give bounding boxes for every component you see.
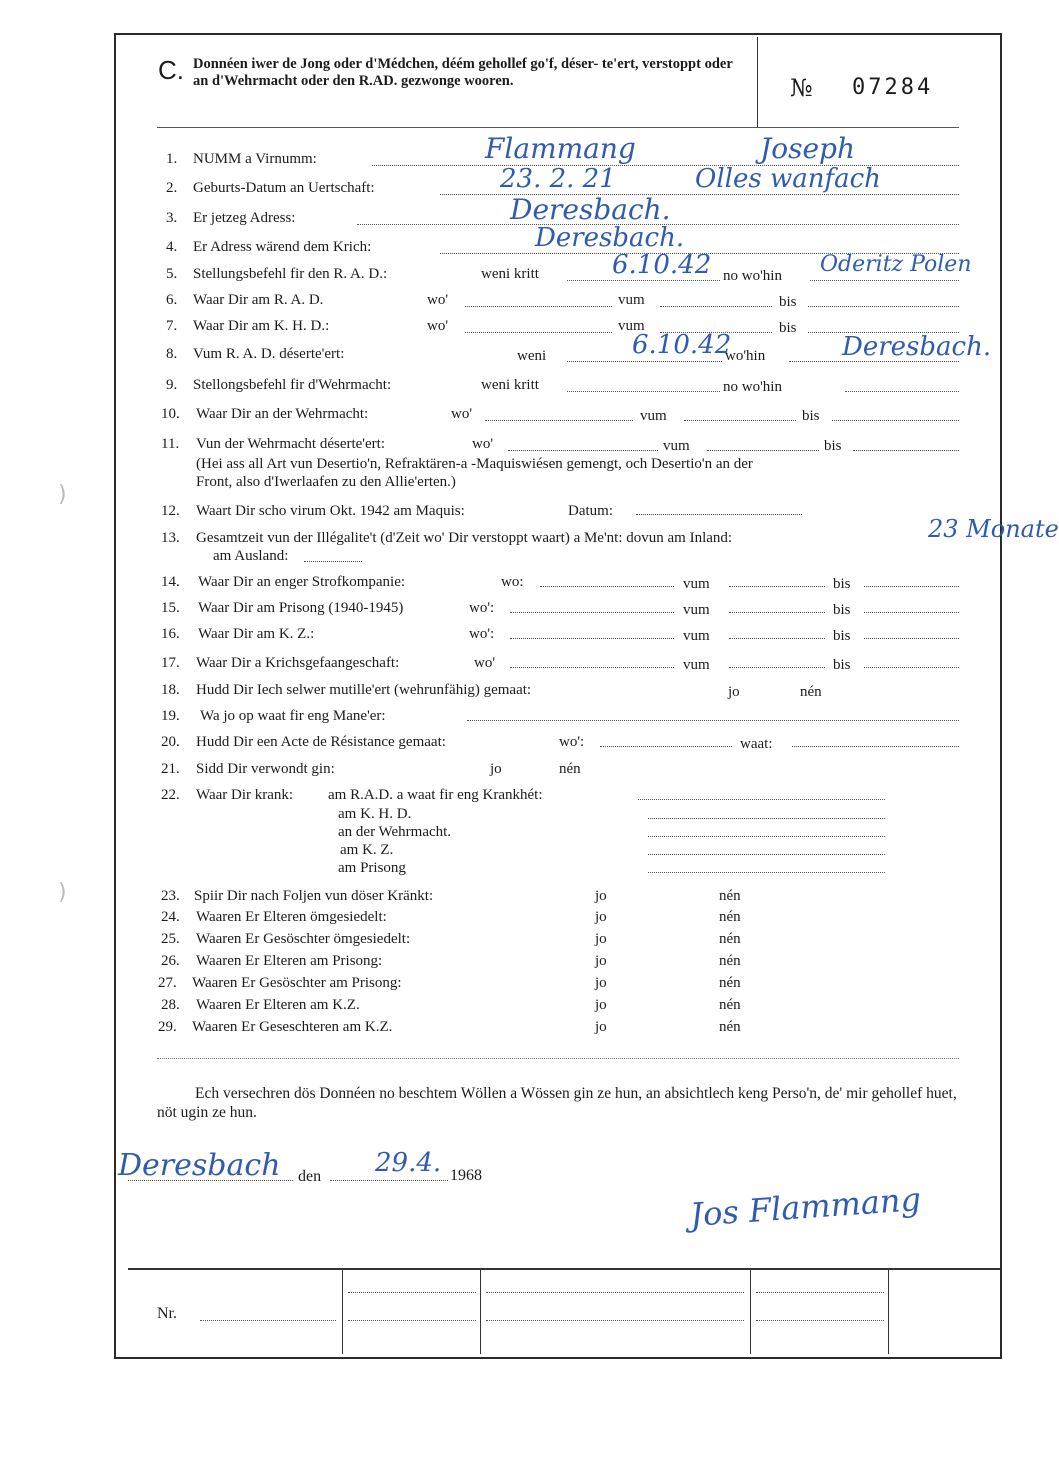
option-yes: jo [728,684,740,700]
field-label-from: vum [683,628,710,644]
option-no: nén [719,931,741,947]
table-column-divider [480,1268,481,1354]
table-column-divider [750,1268,751,1354]
field-line [864,612,959,613]
field-label-where: wo': [559,734,585,750]
option-yes: jo [595,1019,607,1035]
row-number: 18. [161,682,180,698]
field-label-address: Er jetzeg Adress: [193,210,296,226]
handwritten-place: Deresbach [118,1148,281,1183]
punch-hole-mark: ) [58,880,67,905]
field-line [638,799,885,800]
row-number: 20. [161,734,180,750]
field-label-penal: Waar Dir an enger Strofkompanie: [198,574,406,590]
field-label-resistance: Hudd Dir een Acte de Résistance gemaat: [196,734,446,750]
field-line [756,1320,884,1321]
number-sign: № [790,74,813,102]
field-line [348,1292,476,1293]
field-label-illness-wehrmacht: an der Wehrmacht. [338,824,452,840]
field-label-parents-prison: Waaren Er Elteren am Prisong: [196,953,383,969]
field-line [465,332,612,333]
field-label-wehrmacht-desert: Vun der Wehrmacht déserte'ert: [196,436,385,452]
field-label-self-mutilation: Hudd Dir Iech selwer mutille'ert (wehrunfähig) gemaat: [196,682,532,698]
field-label-from: vum [640,408,667,424]
field-label-from: vum [683,657,710,673]
field-label-siblings-resettled: Waaren Er Gesöschter ömgesiedelt: [196,931,411,947]
field-label-until: bis [779,320,797,336]
field-line [486,1320,744,1321]
field-label-from: vum [683,602,710,618]
option-yes: jo [595,975,607,991]
handwritten-firstname: Joseph [760,132,855,165]
field-label-illness-prison: am Prisong [338,860,406,876]
field-line [567,361,722,362]
field-line [510,667,674,668]
row-number: 27. [158,975,177,991]
field-label-name: NUMM a Virnumm: [193,151,317,167]
row-number: 8. [166,346,178,362]
signature: Jos Flammang [688,1179,923,1235]
field-label-illegality: Gesamtzeit vun der Illégalite't (d'Zeit wo' Dir verstoppt waart) a Me'nt: dovun am Inland: [196,530,733,546]
field-label-where: wo' [451,406,473,422]
field-label-when: weni kritt [481,266,539,282]
row-number: 9. [166,377,178,393]
table-top-border [128,1268,1000,1270]
row-number: 15. [161,600,180,616]
field-line [729,667,825,668]
row-number: 3. [166,210,178,226]
field-line [864,638,959,639]
option-no: nén [719,909,741,925]
handwritten-date: 29.4. [375,1148,442,1178]
date-label: den [298,1168,322,1185]
row-number: 4. [166,239,178,255]
field-label-siblings-prison: Waaren Er Gesöschter am Prisong: [192,975,402,991]
field-label-where: wo' [472,436,494,452]
punch-hole-mark: ) [58,482,67,507]
field-line [729,612,825,613]
field-label-until: bis [802,408,820,424]
field-label-from: vum [683,576,710,592]
field-label-illness-khd: am K. H. D. [338,806,412,822]
option-no: nén [719,1019,741,1035]
field-line [810,280,959,281]
row-number: 19. [161,708,180,724]
field-label-when: weni [517,348,547,364]
field-line [853,450,959,451]
field-line [540,586,674,587]
field-line [648,854,885,855]
option-yes: jo [490,761,502,777]
field-label-until: bis [824,438,842,454]
field-line [567,391,720,392]
field-label-sick: Waar Dir krank: [196,787,294,803]
field-line [729,638,825,639]
row-number: 2. [166,180,178,196]
field-label-where: wo'hin [725,348,766,364]
field-line [510,638,674,639]
field-label-from: vum [618,292,645,308]
field-line [508,450,658,451]
row-number: 12. [161,503,180,519]
field-label-illness-kz: am K. Z. [340,842,394,858]
field-label-where: wo': [469,600,495,616]
section-title: Donnéen iwer de Jong oder d'Médchen, déém gehollef go'f, déser- te'ert, verstoppt oder an d'Wehrmacht oder den R.AD. gezwonge wooren. [193,56,733,89]
handwritten-desert-date: 6.10.42 [632,330,732,360]
field-label-parents-kz: Waaren Er Elteren am K.Z. [196,997,360,1013]
field-line [864,586,959,587]
field-label-from: vum [618,318,645,334]
field-line [348,1320,476,1321]
field-line [330,1180,448,1181]
note-line: Front, also d'Iwerlaafen zu den Allie'erten.) [196,474,456,490]
option-yes: jo [595,888,607,904]
field-label-until: bis [833,657,851,673]
field-label-where: no wo'hin [723,268,782,284]
field-line [864,667,959,668]
nr-label: Nr. [157,1305,177,1322]
field-line [200,1320,336,1321]
row-number: 10. [161,406,180,422]
handwritten-war-address: Deresbach. [535,223,685,253]
field-line [648,818,885,819]
field-label-where: wo: [501,574,524,590]
field-label-khd: Waar Dir am K. H. D.: [193,318,330,334]
option-yes: jo [595,953,607,969]
handwritten-name: Flammang [485,132,636,165]
field-line [510,612,674,613]
field-label-maquis: Waart Dir scho virum Okt. 1942 am Maquis: [196,503,465,519]
field-line [707,450,819,451]
row-number: 26. [161,953,180,969]
field-label-wehrmacht-order: Stellongsbefehl fir d'Wehrmacht: [193,377,392,393]
field-line [648,872,885,873]
row-number: 5. [166,266,178,282]
field-label-parents-resettled: Waaren Er Elteren ömgesiedelt: [196,909,387,925]
field-label-abroad: am Ausland: [213,548,289,564]
row-number: 11. [161,436,180,452]
handwritten-birthdate: 23. 2. 21 [500,164,616,194]
field-label-where: wo' [427,292,449,308]
header-divider [757,37,758,127]
row-number: 23. [161,888,180,904]
handwritten-months: 23 Monate [928,515,1059,543]
row-number: 1. [166,151,178,167]
field-label-pow: Waar Dir a Krichsgefaangeschaft: [196,655,400,671]
field-line [845,391,959,392]
handwritten-rad-place: Oderitz Polen [820,252,972,277]
field-line [486,1292,744,1293]
field-label-consequences: Spiir Dir nach Foljen vun döser Kränkt: [194,888,434,904]
field-label-date: Datum: [568,503,613,519]
field-label-rad-order: Stellungsbefehl fir den R. A. D.: [193,266,388,282]
field-label-prison: Waar Dir am Prisong (1940-1945) [198,600,404,616]
field-label-siblings-kz: Waaren Er Geseschteren am K.Z. [192,1019,393,1035]
row-number: 24. [161,909,180,925]
option-yes: jo [595,931,607,947]
row-number: 29. [158,1019,177,1035]
field-label-birth: Geburts-Datum an Uertschaft: [193,180,375,196]
field-label-from: vum [663,438,690,454]
field-line [792,746,959,747]
field-label-until: bis [833,576,851,592]
handwritten-birthplace: Olles wanfach [695,164,881,194]
header-separator [157,127,959,128]
row-number: 13. [161,530,180,546]
field-line [567,280,720,281]
field-line [832,420,959,421]
field-label-until: bis [833,628,851,644]
note-line: (Hei ass all Art vun Desertio'n, Refraktären-a -Maquiswiésen gemengt, och Desertio'n an der [196,456,753,472]
row-number: 7. [166,318,178,334]
field-label-war-address: Er Adress wärend dem Krich: [193,239,372,255]
field-line [636,514,802,515]
option-no: nén [719,888,741,904]
field-label-manner: Wa jo op waat fir eng Mane'er: [200,708,386,724]
field-line [648,836,885,837]
row-number: 14. [161,574,180,590]
field-label-until: bis [833,602,851,618]
option-no: nén [719,953,741,969]
row-number: 25. [161,931,180,947]
field-label-rad-desert: Vum R. A. D. déserte'ert: [193,346,345,362]
option-yes: jo [595,997,607,1013]
declaration-text: Ech versechren dös Donnéen no beschtem Wöllen a Wössen gin ze hun, an absichtlech keng Perso'n, de' mir gehollef huet, nöt ugin ze hun. [157,1085,957,1121]
year: 1968 [450,1167,482,1184]
field-line [467,720,959,721]
field-line [684,420,796,421]
field-label-where: wo' [474,655,496,671]
field-label-until: bis [779,294,797,310]
option-no: nén [719,997,741,1013]
field-label-rad: Waar Dir am R. A. D. [193,292,324,308]
field-line [808,306,959,307]
field-label-where: no wo'hin [723,379,782,395]
table-column-divider [342,1268,343,1354]
field-label-kz: Waar Dir am K. Z.: [198,626,315,642]
field-line [128,1180,293,1181]
field-line [729,586,825,587]
field-line [465,306,612,307]
field-label-what: waat: [740,736,773,752]
row-number: 17. [161,655,180,671]
field-label-where: wo': [469,626,495,642]
field-label-wehrmacht: Waar Dir an der Wehrmacht: [196,406,369,422]
row-number: 22. [161,787,180,803]
option-no: nén [719,975,741,991]
form-number: 07284 [852,75,934,100]
field-line [660,306,772,307]
row-number: 16. [161,626,180,642]
row-number: 6. [166,292,178,308]
field-label-wounded: Sidd Dir verwondt gin: [196,761,335,777]
field-label-illness-rad: am R.A.D. a waat fir eng Krankhét: [328,787,543,803]
handwritten-desert-place: Deresbach. [842,332,992,362]
option-no: nén [800,684,822,700]
option-yes: jo [595,909,607,925]
field-line [304,561,362,562]
section-letter: C. [158,55,184,85]
handwritten-rad-date: 6.10.42 [612,250,712,280]
option-no: nén [559,761,581,777]
table-column-divider [888,1268,889,1354]
field-line [485,420,633,421]
section-separator [157,1058,959,1059]
field-label-where: wo' [427,318,449,334]
handwritten-address: Deresbach. [510,193,671,226]
field-label-when: weni kritt [481,377,539,393]
row-number: 28. [161,997,180,1013]
field-line [756,1292,884,1293]
row-number: 21. [161,761,180,777]
field-line [600,746,732,747]
